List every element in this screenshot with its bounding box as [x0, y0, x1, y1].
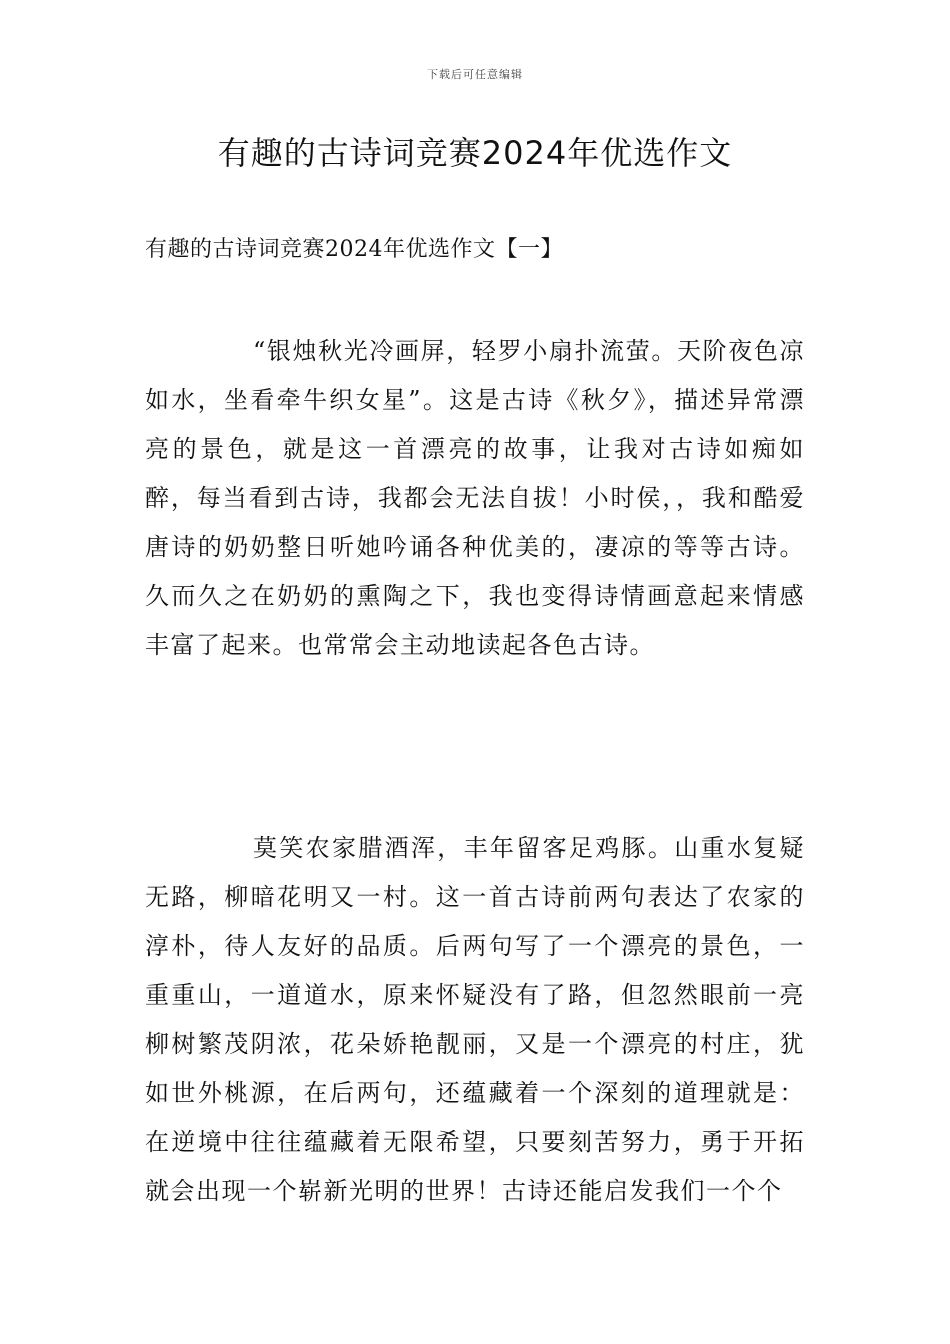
- section-heading: 有趣的古诗词竞赛2024年优选作文【一】: [145, 237, 563, 262]
- body-paragraph: 莫笑农家腊酒浑，丰年留客足鸡豚。山重水复疑无路，柳暗花明又一村。这一首古诗前两句表达了农家的淳朴，待人友好的品质。后两句写了一个漂亮的景色，一重重山，一道道水，原来怀疑没有了路，但忽然眼前一亮柳树繁茂阴浓，花朵娇艳靓丽，又是一个漂亮的村庄，犹如世外桃源，在后两句，还蕴藏着一个深刻的道理就是：在逆境中往往蕴藏着无限希望，只要刻苦努力，勇于开拓就会出现一个崭新光明的世界！古诗还能启发我们一个个: [145, 834, 805, 1205]
- header-note: 下载后可任意编辑: [427, 68, 523, 81]
- body-paragraph: “银烛秋光冷画屏，轻罗小扇扑流萤。天阶夜色凉如水，坐看牵牛织女星”。这是古诗《秋夕》，描述异常漂亮的景色，就是这一首漂亮的故事，让我对古诗如痴如醉，每当看到古诗，我都会无法自拔！小时侯，，我和酷爱唐诗的奶奶整日听她吟诵各种优美的，凄凉的等等古诗。久而久之在奶奶的熏陶之下，我也变得诗情画意起来情感丰富了起来。也常常会主动地读起各色古诗。: [145, 337, 805, 659]
- document-title: 有趣的古诗词竞赛2024年优选作文: [217, 134, 733, 172]
